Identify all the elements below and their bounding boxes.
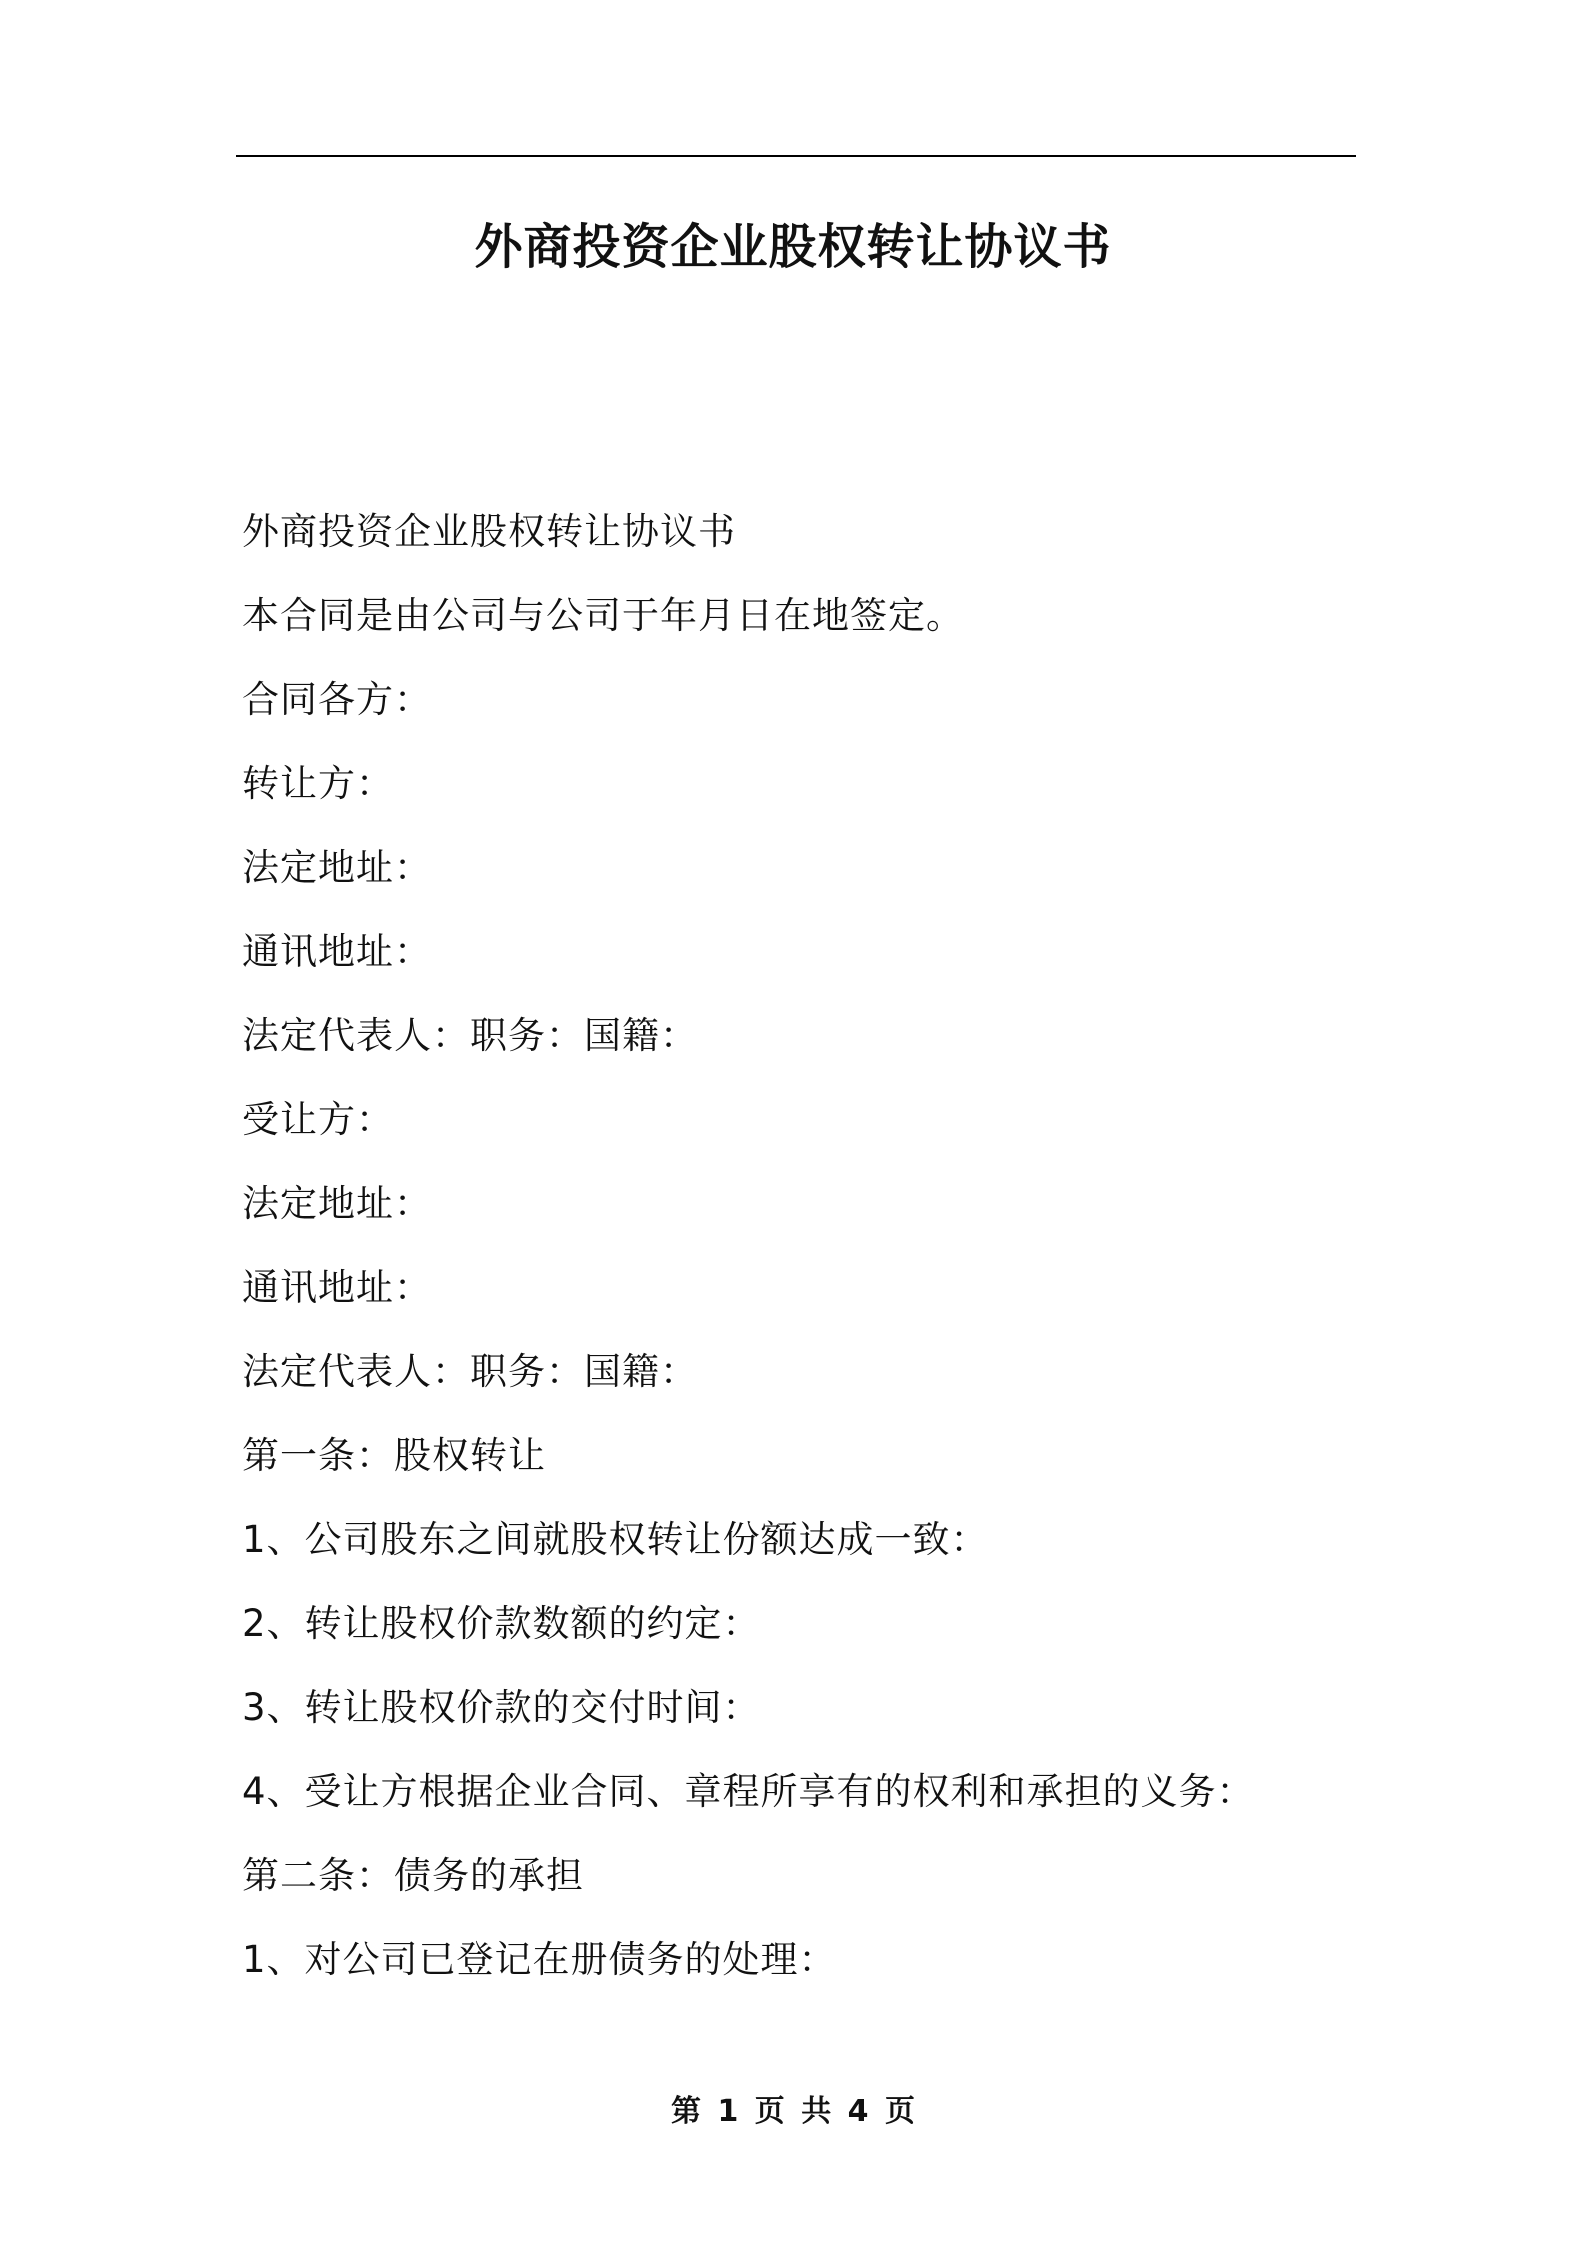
body-line: 本合同是由公司与公司于年月日在地签定。 xyxy=(242,594,964,637)
body-line: 1、对公司已登记在册债务的处理： xyxy=(242,1938,837,1981)
body-line: 受让方： xyxy=(242,1098,394,1141)
header-rule xyxy=(236,155,1356,157)
body-line: 法定代表人：职务：国籍： xyxy=(242,1014,698,1057)
body-line: 2、转让股权价款数额的约定： xyxy=(242,1602,761,1645)
body-line: 法定地址： xyxy=(242,846,432,889)
body-line: 外商投资企业股权转让协议书 xyxy=(242,510,736,553)
page-footer: 第 1 页 共 4 页 xyxy=(671,2094,915,2129)
body-line: 4、受让方根据企业合同、章程所享有的权利和承担的义务： xyxy=(242,1770,1255,1813)
body-line: 法定地址： xyxy=(242,1182,432,1225)
body-line: 转让方： xyxy=(242,762,394,805)
body-line: 法定代表人：职务：国籍： xyxy=(242,1350,698,1393)
body-line: 3、转让股权价款的交付时间： xyxy=(242,1686,761,1729)
document-title: 外商投资企业股权转让协议书 xyxy=(474,219,1112,275)
body-line: 第一条：股权转让 xyxy=(242,1434,546,1477)
body-line: 合同各方： xyxy=(242,678,432,721)
body-line: 第二条：债务的承担 xyxy=(242,1854,584,1897)
body-line: 1、公司股东之间就股权转让份额达成一致： xyxy=(242,1518,989,1561)
body-line: 通讯地址： xyxy=(242,1266,432,1309)
body-line: 通讯地址： xyxy=(242,930,432,973)
document-body xyxy=(242,490,1352,2002)
